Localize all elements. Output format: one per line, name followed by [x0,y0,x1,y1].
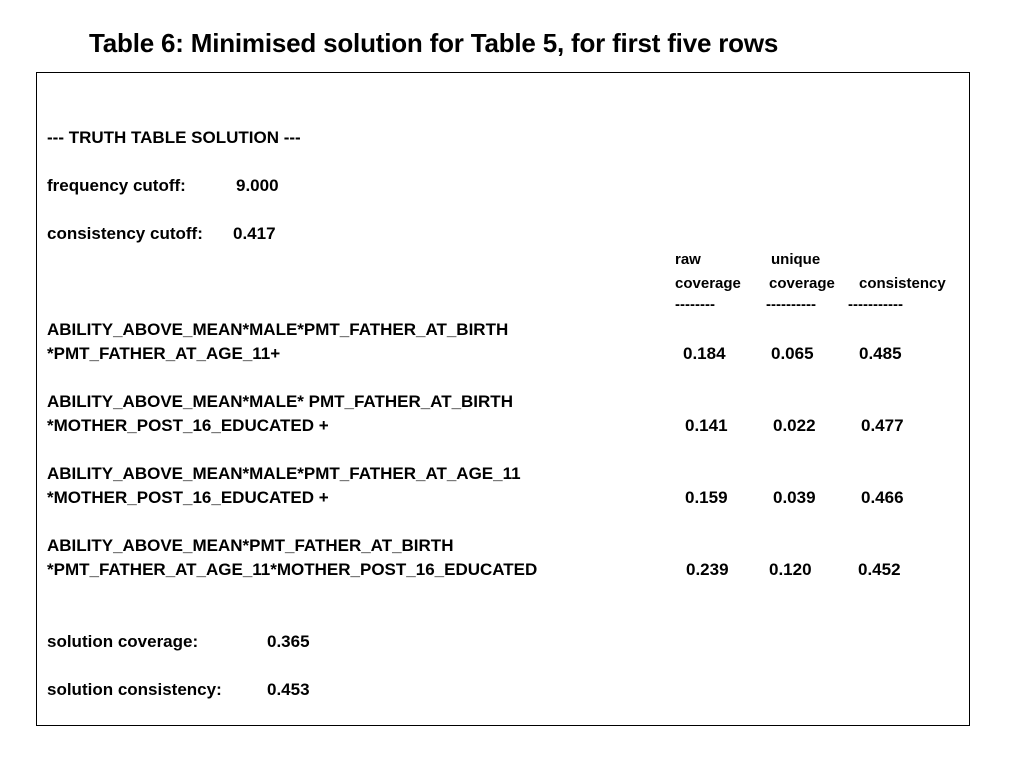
solution-term-line2: *MOTHER_POST_16_EDUCATED + [47,416,329,435]
consistency-value: 0.485 [859,344,902,363]
column-header-coverage-raw: coverage [675,275,741,292]
solution-coverage-value: 0.365 [267,632,310,651]
raw-coverage-value: 0.239 [686,560,729,579]
unique-coverage-value: 0.039 [773,488,816,507]
solution-term-line2: *PMT_FATHER_AT_AGE_11*MOTHER_POST_16_EDUCATED [47,560,538,579]
consistency-value: 0.452 [858,560,901,579]
unique-coverage-value: 0.065 [771,344,814,363]
unique-coverage-value: 0.120 [769,560,812,579]
column-header-raw: raw [675,251,701,268]
unique-coverage-value: 0.022 [773,416,816,435]
solution-term-line1: ABILITY_ABOVE_MEAN*MALE* PMT_FATHER_AT_BIRTH [47,392,513,411]
solution-term-line1: ABILITY_ABOVE_MEAN*PMT_FATHER_AT_BIRTH [47,536,454,555]
solution-consistency-label: solution consistency: [47,680,222,699]
page-title: Table 6: Minimised solution for Table 5, for first five rows [89,28,779,58]
consistency-cutoff-value: 0.417 [233,224,276,243]
solution-consistency-value: 0.453 [267,680,310,699]
raw-coverage-value: 0.184 [683,344,726,363]
header-line: --- TRUTH TABLE SOLUTION --- [47,128,301,147]
consistency-value: 0.477 [861,416,904,435]
column-rule-consistency: ----------- [848,296,903,313]
solution-term-line1: ABILITY_ABOVE_MEAN*MALE*PMT_FATHER_AT_AGE_11 [47,464,521,483]
frequency-cutoff-value: 9.000 [236,176,279,195]
raw-coverage-value: 0.159 [685,488,728,507]
column-header-consistency: consistency [859,275,946,292]
solution-coverage-label: solution coverage: [47,632,199,651]
column-header-coverage-unique: coverage [769,275,835,292]
consistency-cutoff-label: consistency cutoff: [47,224,203,243]
raw-coverage-value: 0.141 [685,416,728,435]
column-rule-unique: ---------- [766,296,816,313]
frequency-cutoff-label: frequency cutoff: [47,176,186,195]
column-rule-raw: -------- [675,296,715,313]
solution-term-line2: *MOTHER_POST_16_EDUCATED + [47,488,329,507]
consistency-value: 0.466 [861,488,904,507]
column-header-unique: unique [771,251,821,268]
solution-term-line1: ABILITY_ABOVE_MEAN*MALE*PMT_FATHER_AT_BIRTH [47,320,509,339]
solution-term-line2: *PMT_FATHER_AT_AGE_11+ [47,344,281,363]
